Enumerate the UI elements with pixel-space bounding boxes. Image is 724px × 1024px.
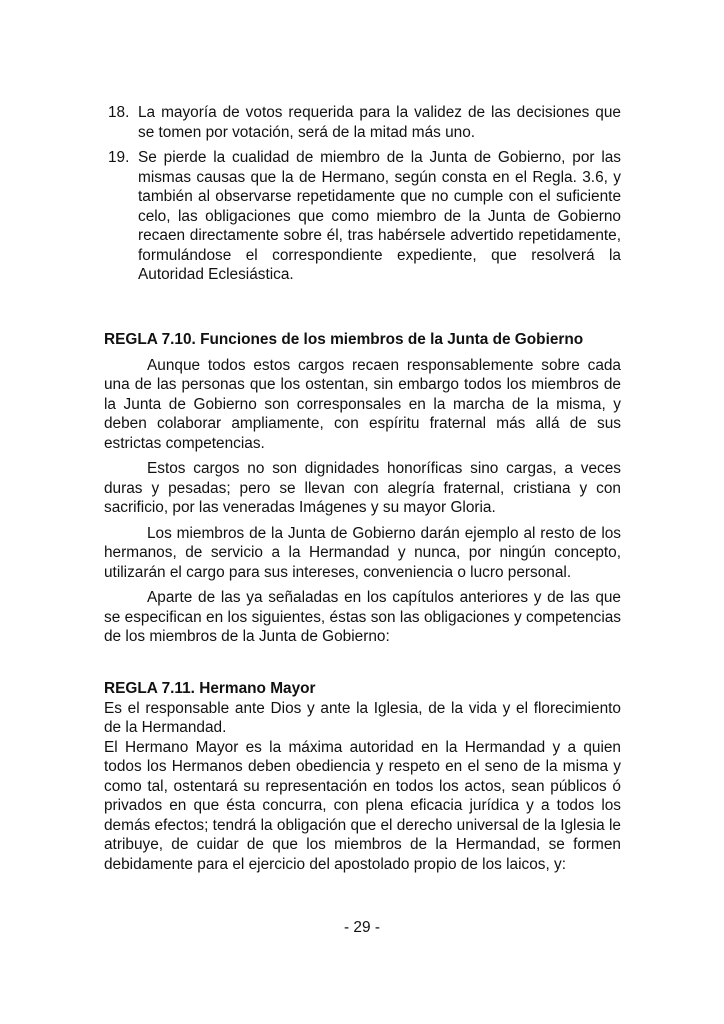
page-number: - 29 - (344, 919, 380, 936)
section-regla-7-11 (104, 679, 621, 874)
numbered-list (104, 103, 621, 285)
paragraph: Aparte de las ya señaladas en los capítulos anteriores y de las que se especifican en los siguientes, éstas son las obligaciones y competencias de los miembros de la Junta de Gobierno: (104, 589, 621, 645)
section-heading: REGLA 7.11. Hermano Mayor (104, 680, 316, 697)
list-item-text: La mayoría de votos requerida para la validez de las decisiones que se tomen por votación, será de la mitad más uno. (138, 104, 621, 141)
list-item-number: 18. (108, 104, 130, 121)
list-item-number: 19. (108, 149, 130, 166)
paragraph: Aunque todos estos cargos recaen responsablemente sobre cada una de las personas que los ostentan, sin embargo todos los miembros de la Junta de Gobierno son corresponsales en la marcha de la misma, y deben colaborar ampliamente, con espíritu fraternal más allá de sus estrictas competencias. (104, 356, 621, 452)
paragraph: El Hermano Mayor es la máxima autoridad en la Hermandad y a quien todos los Hermanos deben obediencia y respeto en el seno de la misma y como tal, ostentará su representación en todos los actos, sean públicos ó privados en que ésta concurra, con plena eficacia jurídica y a todos los demás efectos; tendrá la obligación que el derecho universal de la Iglesia le atribuye, de cuidar de que los miembros de la Hermandad, se formen debidamente para el ejercicio del apostolado propio de los laicos, y: (104, 738, 621, 873)
section-heading: REGLA 7.10. Funciones de los miembros de la Junta de Gobierno (104, 331, 584, 348)
document-page (104, 103, 621, 873)
paragraph: Es el responsable ante Dios y ante la Iglesia, de la vida y el florecimiento de la Hermandad. (104, 699, 621, 736)
paragraph: Los miembros de la Junta de Gobierno darán ejemplo al resto de los hermanos, de servicio a la Hermandad y nunca, por ningún concepto, utilizarán el cargo para sus intereses, conveniencia o lucro personal. (104, 524, 621, 581)
list-item (104, 103, 621, 142)
list-item-text: Se pierde la cualidad de miembro de la Junta de Gobierno, por las mismas causas que la de Hermano, según consta en el Regla. 3.6, y también al observarse repetidamente que no cumple con el suficiente celo, las obligaciones que como miembro de la Junta de Gobierno recaen directamente sobre él, tras habérsele advertido repetidamente, formulándose el correspondiente expediente, que resolverá la Autoridad Eclesiástica. (138, 149, 621, 283)
section-regla-7-10 (104, 330, 621, 653)
list-item (104, 148, 621, 285)
paragraph: Estos cargos no son dignidades honoríficas sino cargas, a veces duras y pesadas; pero se llevan con alegría fraternal, cristiana y con sacrificio, por las veneradas Imágenes y su mayor Gloria. (104, 460, 621, 516)
